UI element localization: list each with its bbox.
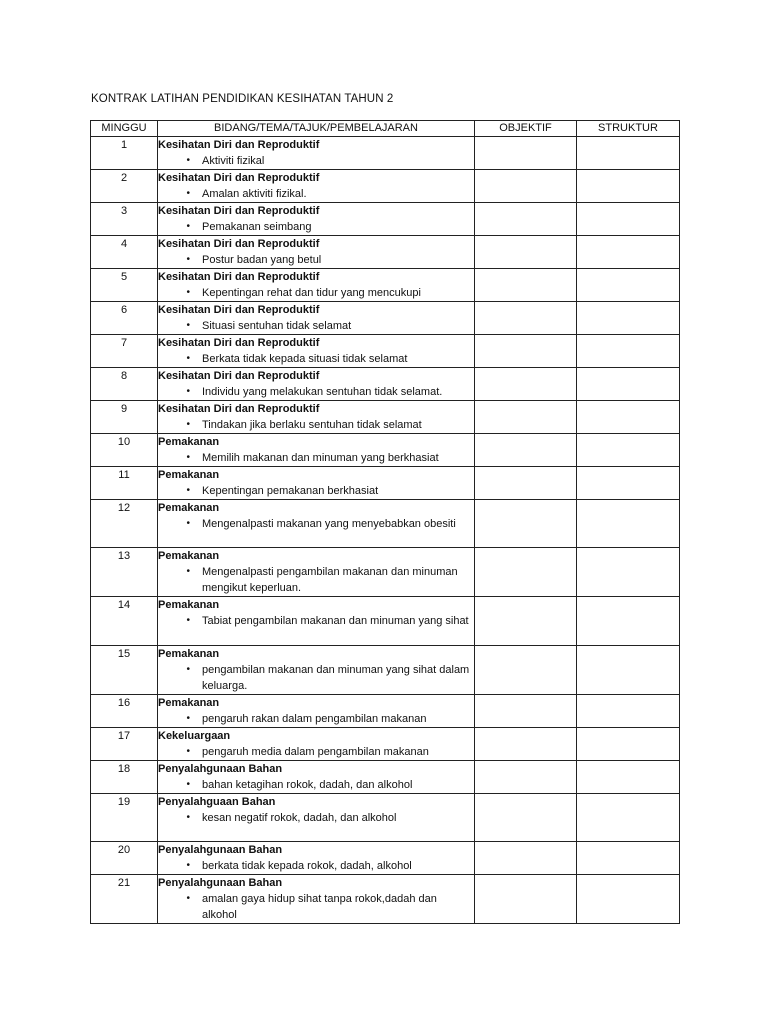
learning-item-text: Tabiat pengambilan makanan dan minuman yang sihat xyxy=(202,615,469,627)
objektif-cell xyxy=(475,467,577,500)
learning-item-text: pengaruh rakan dalam pengambilan makanan xyxy=(202,713,427,725)
objektif-cell xyxy=(475,236,577,269)
objektif-cell xyxy=(475,137,577,170)
struktur-cell xyxy=(577,597,680,646)
bullet-item xyxy=(158,219,474,235)
learning-content xyxy=(158,761,475,794)
bullet-item xyxy=(158,891,474,923)
bullet-item xyxy=(158,252,474,268)
table-row xyxy=(91,401,680,434)
objektif-cell xyxy=(475,368,577,401)
week-number: 5 xyxy=(91,269,158,302)
struktur-cell xyxy=(577,302,680,335)
bullet-icon: • xyxy=(186,860,190,871)
topic-heading: Pemakanan xyxy=(158,502,220,514)
header-minggu: MINGGU xyxy=(91,121,158,137)
objektif-cell xyxy=(475,597,577,646)
topic-heading: Kesihatan Diri dan Reproduktif xyxy=(158,205,320,217)
objektif-cell xyxy=(475,761,577,794)
topic-heading: Pemakanan xyxy=(158,697,220,709)
learning-content xyxy=(158,236,475,269)
learning-item-text: Situasi sentuhan tidak selamat xyxy=(202,320,352,332)
struktur-cell xyxy=(577,401,680,434)
bullet-icon: • xyxy=(186,386,190,397)
table-row xyxy=(91,302,680,335)
objektif-cell xyxy=(475,728,577,761)
learning-item-text: Kepentingan pemakanan berkhasiat xyxy=(202,485,379,497)
topic-heading: Penyalahgunaan Bahan xyxy=(158,877,283,889)
struktur-cell xyxy=(577,467,680,500)
bullet-icon: • xyxy=(186,419,190,430)
week-number: 3 xyxy=(91,203,158,236)
learning-item-text: Memilih makanan dan minuman yang berkhasiat xyxy=(202,452,439,464)
table-row xyxy=(91,875,680,924)
struktur-cell xyxy=(577,695,680,728)
bullet-item xyxy=(158,450,474,466)
table-row xyxy=(91,646,680,695)
objektif-cell xyxy=(475,401,577,434)
bullet-item xyxy=(158,711,474,727)
struktur-cell xyxy=(577,646,680,695)
learning-content xyxy=(158,794,475,842)
table-row xyxy=(91,137,680,170)
bullet-icon: • xyxy=(186,287,190,298)
bullet-item xyxy=(158,613,474,629)
struktur-cell xyxy=(577,368,680,401)
topic-heading: Pemakanan xyxy=(158,469,220,481)
learning-item-text: Tindakan jika berlaku sentuhan tidak selamat xyxy=(202,419,422,431)
learning-content xyxy=(158,170,475,203)
header-objektif: OBJEKTIF xyxy=(475,121,577,137)
objektif-cell xyxy=(475,875,577,924)
table-row xyxy=(91,434,680,467)
topic-heading: Penyalahgunaan Bahan xyxy=(158,763,283,775)
topic-heading: Kesihatan Diri dan Reproduktif xyxy=(158,238,320,250)
learning-item-text: Aktiviti fizikal xyxy=(202,155,265,167)
learning-item-text: Individu yang melakukan sentuhan tidak selamat. xyxy=(202,386,443,398)
topic-heading: Pemakanan xyxy=(158,599,220,611)
bullet-icon: • xyxy=(186,254,190,265)
header-bidang: BIDANG/TEMA/TAJUK/PEMBELAJARAN xyxy=(158,121,475,137)
topic-heading: Kesihatan Diri dan Reproduktif xyxy=(158,304,320,316)
week-number: 8 xyxy=(91,368,158,401)
bullet-item xyxy=(158,186,474,202)
bullet-icon: • xyxy=(186,353,190,364)
struktur-cell xyxy=(577,203,680,236)
week-number: 6 xyxy=(91,302,158,335)
topic-heading: Kesihatan Diri dan Reproduktif xyxy=(158,271,320,283)
table-row xyxy=(91,170,680,203)
table-row xyxy=(91,269,680,302)
topic-heading: Pemakanan xyxy=(158,648,220,660)
topic-heading: Kekeluargaan xyxy=(158,730,231,742)
bullet-icon: • xyxy=(186,518,190,529)
bullet-item xyxy=(158,384,474,400)
bullet-icon: • xyxy=(186,221,190,232)
learning-item-text: Postur badan yang betul xyxy=(202,254,322,266)
objektif-cell xyxy=(475,548,577,597)
topic-heading: Kesihatan Diri dan Reproduktif xyxy=(158,337,320,349)
learning-item-text: Kepentingan rehat dan tidur yang mencukupi xyxy=(202,287,421,299)
objektif-cell xyxy=(475,335,577,368)
learning-item-text: berkata tidak kepada rokok, dadah, alkohol xyxy=(202,860,412,872)
bullet-icon: • xyxy=(186,746,190,757)
topic-heading: Pemakanan xyxy=(158,436,220,448)
week-number: 17 xyxy=(91,728,158,761)
objektif-cell xyxy=(475,302,577,335)
topic-heading: Penyalahgunaan Bahan xyxy=(158,844,283,856)
bullet-icon: • xyxy=(186,713,190,724)
objektif-cell xyxy=(475,794,577,842)
bullet-icon: • xyxy=(186,812,190,823)
week-number: 18 xyxy=(91,761,158,794)
table-row xyxy=(91,467,680,500)
week-number: 16 xyxy=(91,695,158,728)
learning-content xyxy=(158,269,475,302)
table-row xyxy=(91,548,680,597)
bullet-item xyxy=(158,810,474,826)
learning-content xyxy=(158,137,475,170)
week-number: 9 xyxy=(91,401,158,434)
objektif-cell xyxy=(475,203,577,236)
bullet-item xyxy=(158,777,474,793)
struktur-cell xyxy=(577,761,680,794)
struktur-cell xyxy=(577,137,680,170)
bullet-item xyxy=(158,351,474,367)
struktur-cell xyxy=(577,170,680,203)
week-number: 2 xyxy=(91,170,158,203)
week-number: 7 xyxy=(91,335,158,368)
learning-content xyxy=(158,597,475,646)
bullet-item xyxy=(158,417,474,433)
week-number: 11 xyxy=(91,467,158,500)
learning-content xyxy=(158,302,475,335)
bullet-icon: • xyxy=(186,893,190,904)
table-row xyxy=(91,761,680,794)
table-row xyxy=(91,368,680,401)
objektif-cell xyxy=(475,269,577,302)
learning-content xyxy=(158,335,475,368)
struktur-cell xyxy=(577,236,680,269)
learning-item-text: Amalan aktiviti fizikal. xyxy=(202,188,307,200)
topic-heading: Kesihatan Diri dan Reproduktif xyxy=(158,370,320,382)
learning-content xyxy=(158,401,475,434)
bullet-item xyxy=(158,483,474,499)
table-row xyxy=(91,695,680,728)
bullet-item xyxy=(158,318,474,334)
bullet-icon: • xyxy=(186,779,190,790)
objektif-cell xyxy=(475,170,577,203)
learning-item-text: bahan ketagihan rokok, dadah, dan alkohol xyxy=(202,779,413,791)
learning-content xyxy=(158,500,475,548)
bullet-icon: • xyxy=(186,188,190,199)
learning-item-text: Berkata tidak kepada situasi tidak selamat xyxy=(202,353,408,365)
table-row xyxy=(91,203,680,236)
bullet-icon: • xyxy=(186,566,190,577)
table-row xyxy=(91,597,680,646)
week-number: 21 xyxy=(91,875,158,924)
contract-table xyxy=(90,120,680,924)
learning-content xyxy=(158,646,475,695)
struktur-cell xyxy=(577,794,680,842)
week-number: 1 xyxy=(91,137,158,170)
struktur-cell xyxy=(577,875,680,924)
table-row xyxy=(91,500,680,548)
learning-content xyxy=(158,434,475,467)
topic-heading: Penyalahguaan Bahan xyxy=(158,796,276,808)
header-struktur: STRUKTUR xyxy=(577,121,680,137)
objektif-cell xyxy=(475,500,577,548)
struktur-cell xyxy=(577,434,680,467)
objektif-cell xyxy=(475,842,577,875)
bullet-item xyxy=(158,516,474,532)
bullet-item xyxy=(158,153,474,169)
learning-item-text: Mengenalpasti makanan yang menyebabkan obesiti xyxy=(202,518,456,530)
week-number: 4 xyxy=(91,236,158,269)
table-row xyxy=(91,236,680,269)
week-number: 14 xyxy=(91,597,158,646)
struktur-cell xyxy=(577,842,680,875)
week-number: 19 xyxy=(91,794,158,842)
table-row xyxy=(91,842,680,875)
learning-content xyxy=(158,875,475,924)
learning-content xyxy=(158,842,475,875)
learning-content xyxy=(158,548,475,597)
bullet-icon: • xyxy=(186,615,190,626)
struktur-cell xyxy=(577,728,680,761)
struktur-cell xyxy=(577,269,680,302)
bullet-item xyxy=(158,662,474,694)
bullet-icon: • xyxy=(186,485,190,496)
bullet-icon: • xyxy=(186,452,190,463)
week-number: 12 xyxy=(91,500,158,548)
week-number: 20 xyxy=(91,842,158,875)
table-header-row xyxy=(91,121,680,137)
learning-content xyxy=(158,728,475,761)
struktur-cell xyxy=(577,335,680,368)
learning-item-text: kesan negatif rokok, dadah, dan alkohol xyxy=(202,812,397,824)
bullet-item xyxy=(158,858,474,874)
objektif-cell xyxy=(475,646,577,695)
learning-item-text: amalan gaya hidup sihat tanpa rokok,dadah dan alkohol xyxy=(202,893,437,921)
learning-item-text: Mengenalpasti pengambilan makanan dan minuman mengikut keperluan. xyxy=(202,566,458,594)
table-row xyxy=(91,335,680,368)
topic-heading: Pemakanan xyxy=(158,550,220,562)
struktur-cell xyxy=(577,548,680,597)
table-row xyxy=(91,728,680,761)
week-number: 15 xyxy=(91,646,158,695)
learning-item-text: pengaruh media dalam pengambilan makanan xyxy=(202,746,429,758)
struktur-cell xyxy=(577,500,680,548)
bullet-icon: • xyxy=(186,155,190,166)
objektif-cell xyxy=(475,695,577,728)
learning-content xyxy=(158,695,475,728)
objektif-cell xyxy=(475,434,577,467)
bullet-item xyxy=(158,744,474,760)
bullet-item xyxy=(158,564,474,596)
week-number: 10 xyxy=(91,434,158,467)
week-number: 13 xyxy=(91,548,158,597)
document-title: KONTRAK LATIHAN PENDIDIKAN KESIHATAN TAHUN 2 xyxy=(91,93,394,105)
topic-heading: Kesihatan Diri dan Reproduktif xyxy=(158,139,320,151)
table-row xyxy=(91,794,680,842)
learning-content xyxy=(158,203,475,236)
learning-item-text: Pemakanan seimbang xyxy=(202,221,312,233)
learning-content xyxy=(158,368,475,401)
bullet-icon: • xyxy=(186,320,190,331)
learning-item-text: pengambilan makanan dan minuman yang sihat dalam keluarga. xyxy=(202,664,470,692)
topic-heading: Kesihatan Diri dan Reproduktif xyxy=(158,172,320,184)
bullet-icon: • xyxy=(186,664,190,675)
learning-content xyxy=(158,467,475,500)
bullet-item xyxy=(158,285,474,301)
topic-heading: Kesihatan Diri dan Reproduktif xyxy=(158,403,320,415)
